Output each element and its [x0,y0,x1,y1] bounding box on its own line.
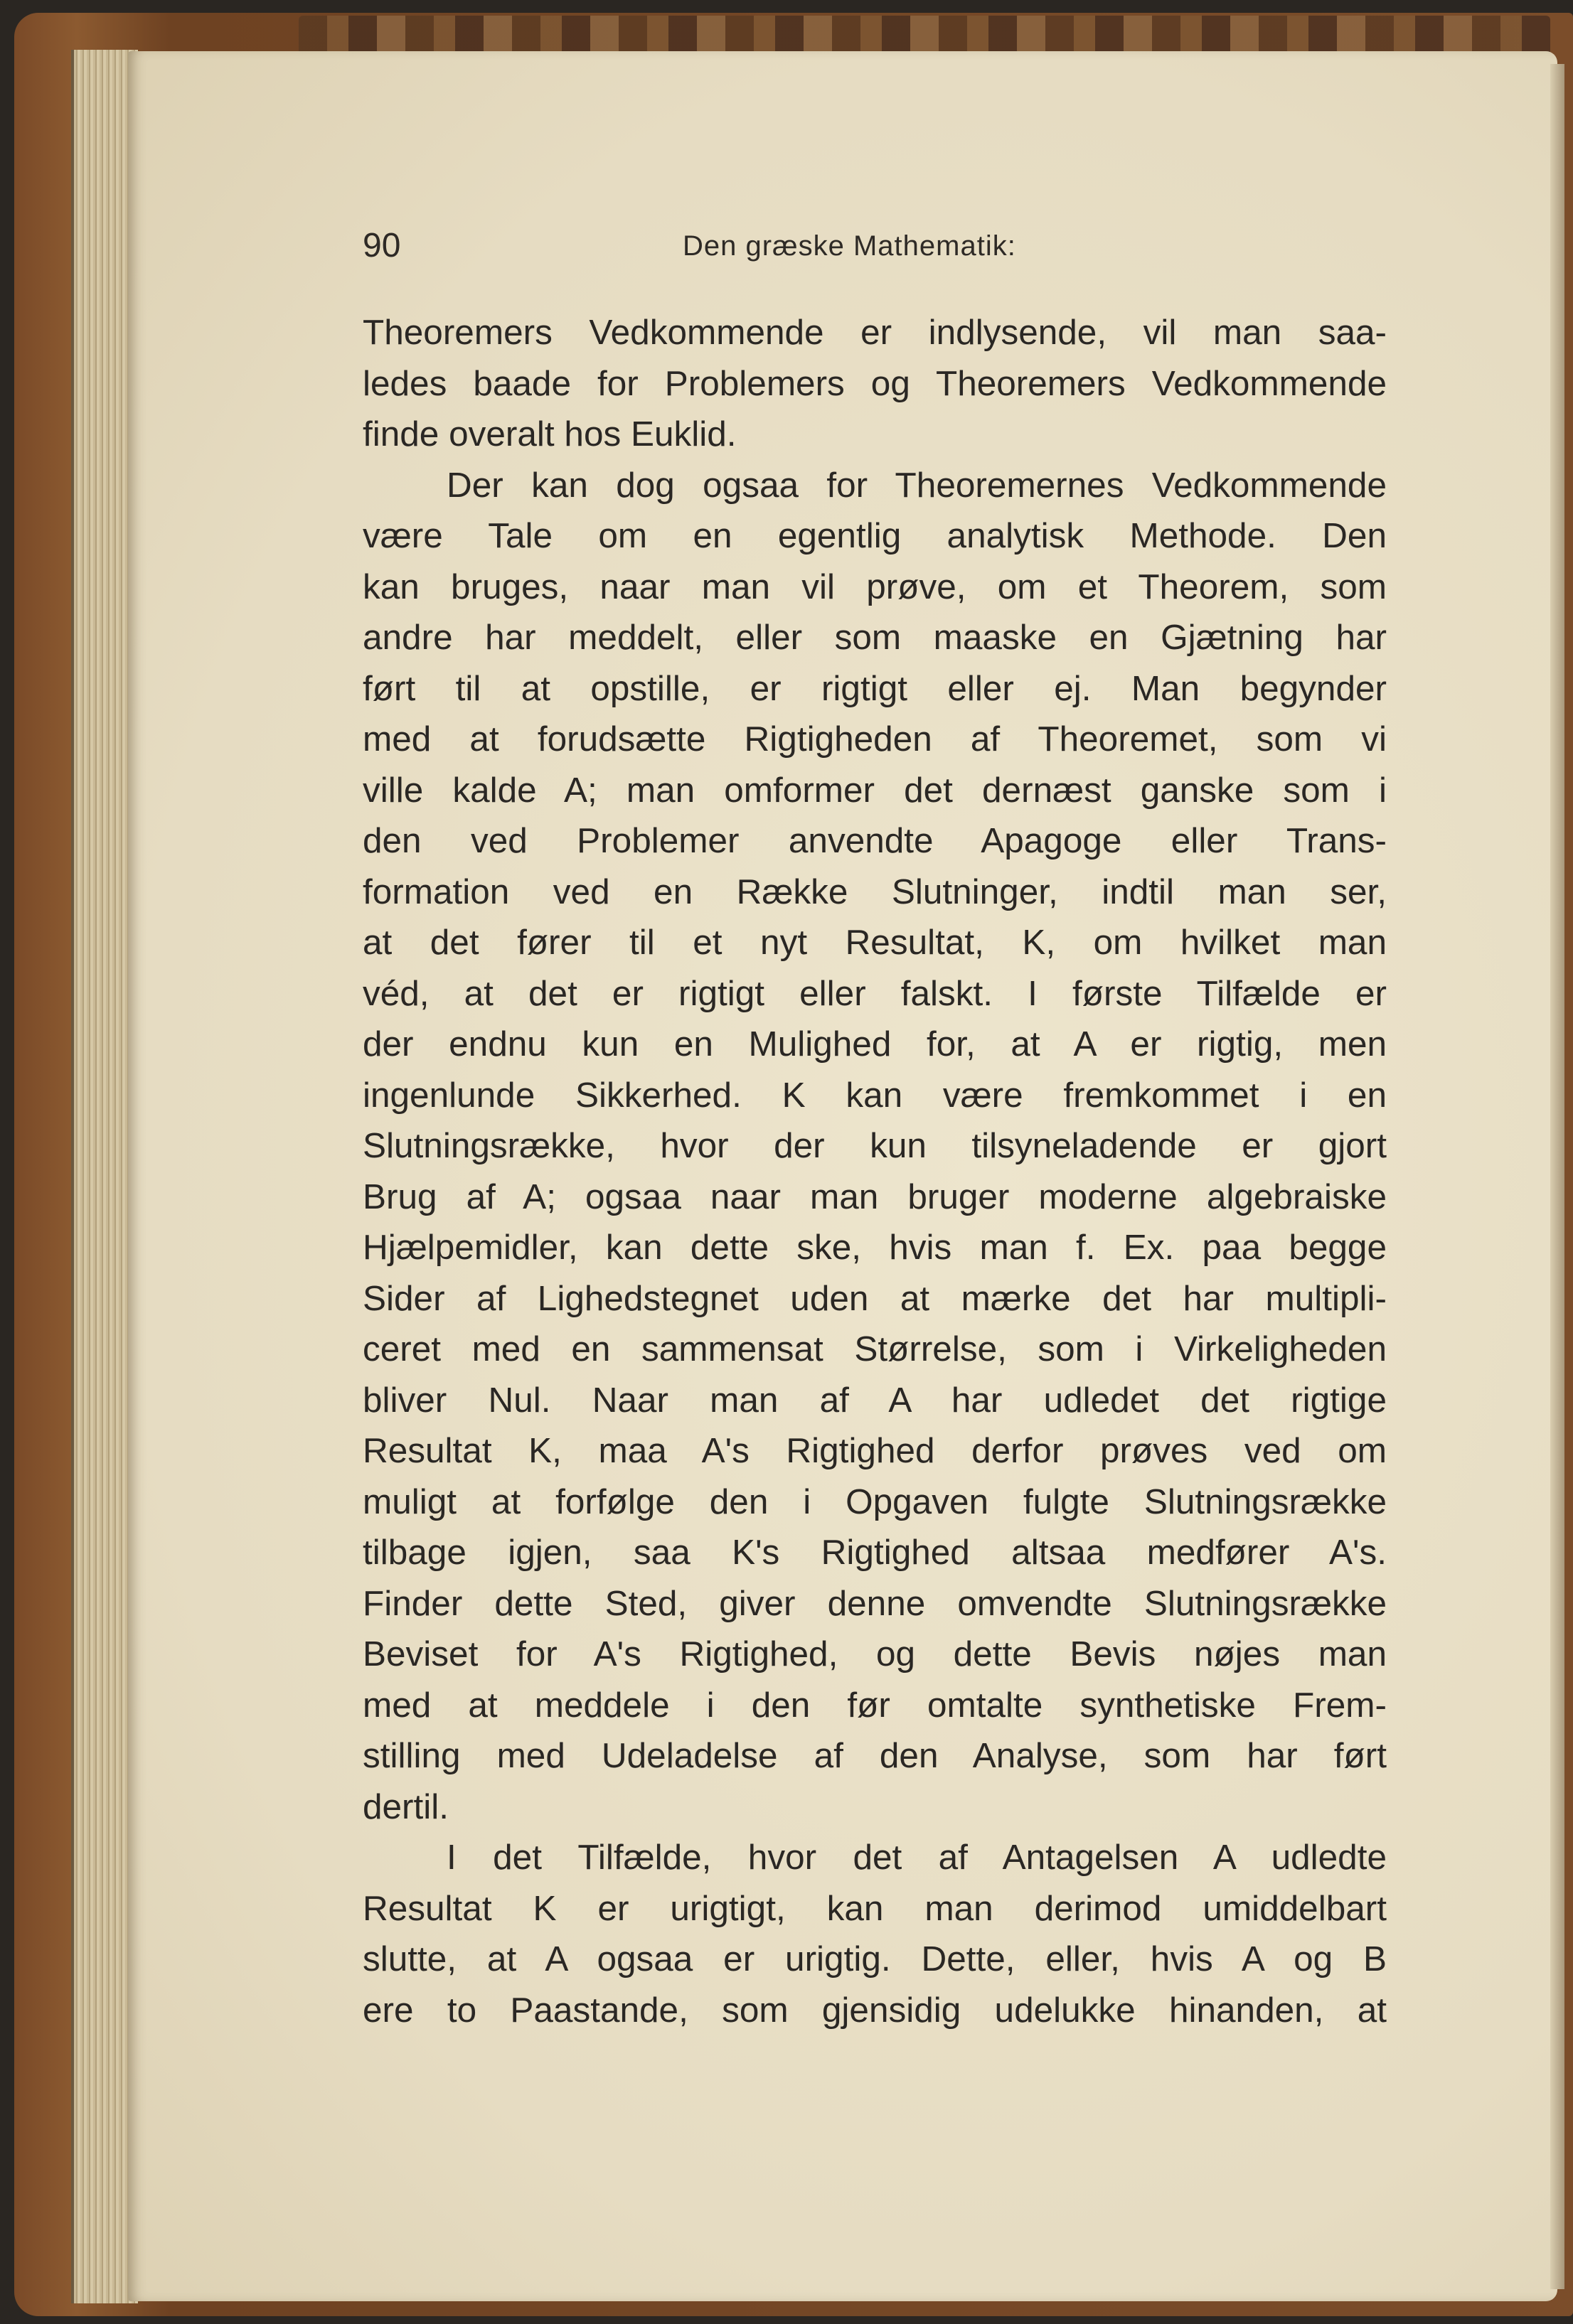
text-line: bliver Nul. Naar man af A har udledet det rigtige [363,1380,1387,1420]
text-line: Beviset for A's Rigtighed, og dette Bevis nøjes man [363,1634,1387,1674]
text-line: at det fører til et nyt Resultat, K, om hvilket man [363,923,1387,962]
text-line: ført til at opstille, er rigtigt eller ej. Man begynder [363,668,1387,708]
running-head: Den græske Mathematik: [683,230,1016,262]
text-line: slutte, at A ogsaa er urigtig. Dette, eller, hvis A og B [363,1939,1387,1978]
text-line: andre har meddelt, eller som maaske en Gjætning har [363,618,1387,657]
text-line: formation ved en Række Slutninger, indtil man ser, [363,872,1387,911]
text-line: tilbage igjen, saa K's Rigtighed altsaa medfører A's. [363,1533,1387,1572]
text-line: med at meddele i den før omtalte synthetiske Frem- [363,1685,1387,1725]
text-line: der endnu kun en Mulighed for, at A er rigtig, men [363,1024,1387,1064]
text-line: stilling med Udeladelse af den Analyse, som har ført [363,1736,1387,1775]
text-line: være Tale om en egentlig analytisk Methode. Den [363,516,1387,555]
text-line: muligt at forfølge den i Opgaven fulgte Slutningsrække [363,1482,1387,1521]
body-text [363,307,1387,2035]
text-line: ceret med en sammensat Størrelse, som i Virkeligheden [363,1329,1387,1369]
text-line: I det Tilfælde, hvor det af Antagelsen A udledte [447,1838,1387,1877]
text-line: ingenlunde Sikkerhed. K kan være fremkommet i en [363,1075,1387,1115]
text-line: Sider af Lighedstegnet uden at mærke det har multipli- [363,1278,1387,1318]
text-line: Resultat K, maa A's Rigtighed derfor prøves ved om [363,1431,1387,1470]
page-right-edge [1550,64,1564,2289]
page-number: 90 [363,227,401,264]
text-line: véd, at det er rigtigt eller falskt. I første Tilfælde er [363,973,1387,1013]
text-line: med at forudsætte Rigtigheden af Theoremet, som vi [363,719,1387,759]
text-line: dertil. [363,1787,449,1826]
text-line: Resultat K er urigtigt, kan man derimod umiddelbart [363,1888,1387,1928]
text-line: Brug af A; ogsaa naar man bruger moderne algebraiske [363,1177,1387,1216]
text-line: Slutningsrække, hvor der kun tilsyneladende er gjort [363,1126,1387,1165]
text-line: finde overalt hos Euklid. [363,414,737,454]
text-line: Der kan dog ogsaa for Theoremernes Vedkommende [447,465,1387,505]
text-line: ere to Paastande, som gjensidig udelukke hinanden, at [363,1990,1387,2030]
text-line: Hjælpemidler, kan dette ske, hvis man f. Ex. paa begge [363,1228,1387,1267]
text-line: den ved Problemer anvendte Apagoge eller Trans- [363,821,1387,860]
text-line: ledes baade for Problemers og Theoremers Vedkommende [363,363,1387,403]
text-line: kan bruges, naar man vil prøve, om et Theorem, som [363,567,1387,606]
page-header [363,226,1387,269]
text-line: Theoremers Vedkommende er indlysende, vil man saa- [363,313,1387,352]
text-line: Finder dette Sted, giver denne omvendte Slutningsrække [363,1583,1387,1623]
text-line: ville kalde A; man omformer det dernæst ganske som i [363,770,1387,810]
